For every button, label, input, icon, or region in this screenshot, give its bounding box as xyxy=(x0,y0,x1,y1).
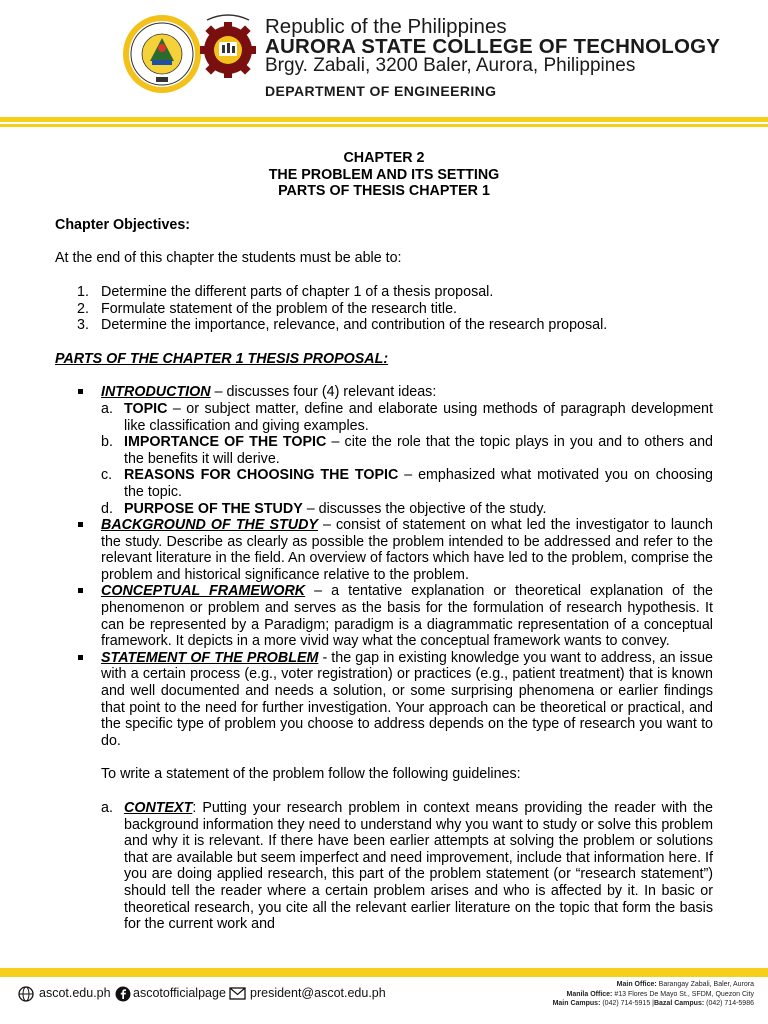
letterhead xyxy=(0,0,768,130)
objective-item: 1. Determine the different parts of chapter 1 of a thesis proposal. xyxy=(77,283,494,300)
bullet-square-icon xyxy=(78,655,83,660)
facebook-icon xyxy=(115,986,131,1002)
mail-icon xyxy=(229,986,246,1001)
part-conceptual-framework: CONCEPTUAL FRAMEWORK – a tentative explanation or theoretical explanation of the phenomenon or problem and serves as the basis for the formulation of research hypothesis. It can be represented by a Paradigm; paradigm is a diagrammatic representation of a conceptual framework. It depicts in a more vivid way what the conceptual framework wants to convey. xyxy=(55,583,713,649)
footer-facebook[interactable]: ascotofficialpage xyxy=(133,986,226,1000)
header-divider-thick xyxy=(0,117,768,122)
chapter-subtitle: THE PROBLEM AND ITS SETTING xyxy=(268,166,500,183)
chapter-title: CHAPTER 2 xyxy=(343,150,425,166)
bullet-square-icon xyxy=(78,522,83,527)
bullet-square-icon xyxy=(78,588,83,593)
objective-item: 2. Formulate statement of the problem of the research title. xyxy=(77,300,458,317)
college-name: AURORA STATE COLLEGE OF TECHNOLOGY xyxy=(265,35,721,58)
objectives-list xyxy=(55,284,713,334)
engineering-gear-logo xyxy=(195,12,261,82)
intro-sub-item: d. PURPOSE OF THE STUDY – discusses the objective of the study. xyxy=(101,500,547,517)
parts-list xyxy=(55,384,713,749)
part-statement-of-problem: STATEMENT OF THE PROBLEM - the gap in existing knowledge you want to address, an issue with a certain process (e.g., voter registration) or practices (e.g., patient treatment) that is known and well documented and needs a solution, or some surprising phenomena or earlier findings that point to the need for further investigation. Your approach can be theoretical or practical, and the specific type of problem you choose to address depends on the type of research you want to do. xyxy=(55,650,713,750)
campus-phone-line: Main Campus: (042) 714-5915 |Bazal Campus: (042) 714-5986 xyxy=(552,1000,754,1007)
chapter-topic: PARTS OF THESIS CHAPTER 1 xyxy=(278,183,490,200)
footer-website[interactable]: ascot.edu.ph xyxy=(39,986,111,1000)
page-footer xyxy=(0,968,768,1024)
bullet-square-icon xyxy=(78,389,83,394)
intro-sub-item: c. REASONS FOR CHOOSING THE TOPIC – emphasized what motivated you on choosing the topic. xyxy=(101,467,713,500)
republic-line: Republic of the Philippines xyxy=(265,15,507,38)
guidelines-intro: To write a statement of the problem follow the following guidelines: xyxy=(101,766,521,783)
document-body xyxy=(55,150,713,933)
footer-email[interactable]: president@ascot.edu.ph xyxy=(250,986,386,1000)
part-introduction: INTRODUCTION – discusses four (4) relevant ideas: a. TOPIC – or subject matter, define and elaborate using methods of paragraph development like classification and giving examples. b. IMPORTANCE OF THE TOPIC – cite the role that the topic plays in you and to others and the benefits it will derive. c. REASONS FOR CHOOSING THE TOPIC – emphasized what motivated you on choosing the topic. d. PURPOSE OF THE STUDY – discusses the objective of the study. xyxy=(55,384,713,517)
guideline-list xyxy=(55,800,713,933)
college-seal-logo xyxy=(122,14,202,94)
header-divider-thin xyxy=(0,124,768,127)
footer-offices xyxy=(553,980,754,1009)
main-office-line: Main Office: Barangay Zabali, Baler, Aurora xyxy=(616,981,754,988)
manila-office-line: Manila Office: #13 Flores De Mayo St., SFDM, Quezon City xyxy=(566,990,754,998)
globe-icon xyxy=(18,986,34,1002)
parts-heading: PARTS OF THE CHAPTER 1 THESIS PROPOSAL: xyxy=(55,350,389,367)
department-name: DEPARTMENT OF ENGINEERING xyxy=(265,83,497,99)
part-background: BACKGROUND OF THE STUDY – consist of statement on what led the investigator to launch the study. Describe as clearly as possible the problem intended to be addressed and refer to the relevant literature in the field. An overview of factors which have led to the problem, comprise the problem and historical significance relative to the problem. xyxy=(55,517,713,583)
intro-sub-item: a. TOPIC – or subject matter, define and elaborate using methods of paragraph development like classification and giving examples. xyxy=(101,400,713,434)
footer-bar xyxy=(0,968,768,977)
objectives-intro: At the end of this chapter the students must be able to: xyxy=(55,250,402,267)
college-address: Brgy. Zabali, 3200 Baler, Aurora, Philippines xyxy=(265,55,636,76)
objective-item: 3. Determine the importance, relevance, and contribution of the research proposal. xyxy=(77,317,608,334)
objectives-heading: Chapter Objectives: xyxy=(55,216,191,233)
intro-sub-item: b. IMPORTANCE OF THE TOPIC – cite the role that the topic plays in you and to others and the benefits it will derive. xyxy=(101,434,713,467)
guideline-context: a. CONTEXT: Putting your research problem in context means providing the reader with the background information they need to understand why you want to study or solve this problem and why it is relevant. If there have been earlier attempts at solving the problem or solutions that are available but seem imperfect and need improvement, include that information here. If you are doing applied research, this part of the problem statement (or “research statement”) should tell the reader where a certain problem arises and who is affected by it. In basic or theoretical research, you cite all the relevant earlier literature on the topic that form the basis for the current work and xyxy=(101,800,713,933)
